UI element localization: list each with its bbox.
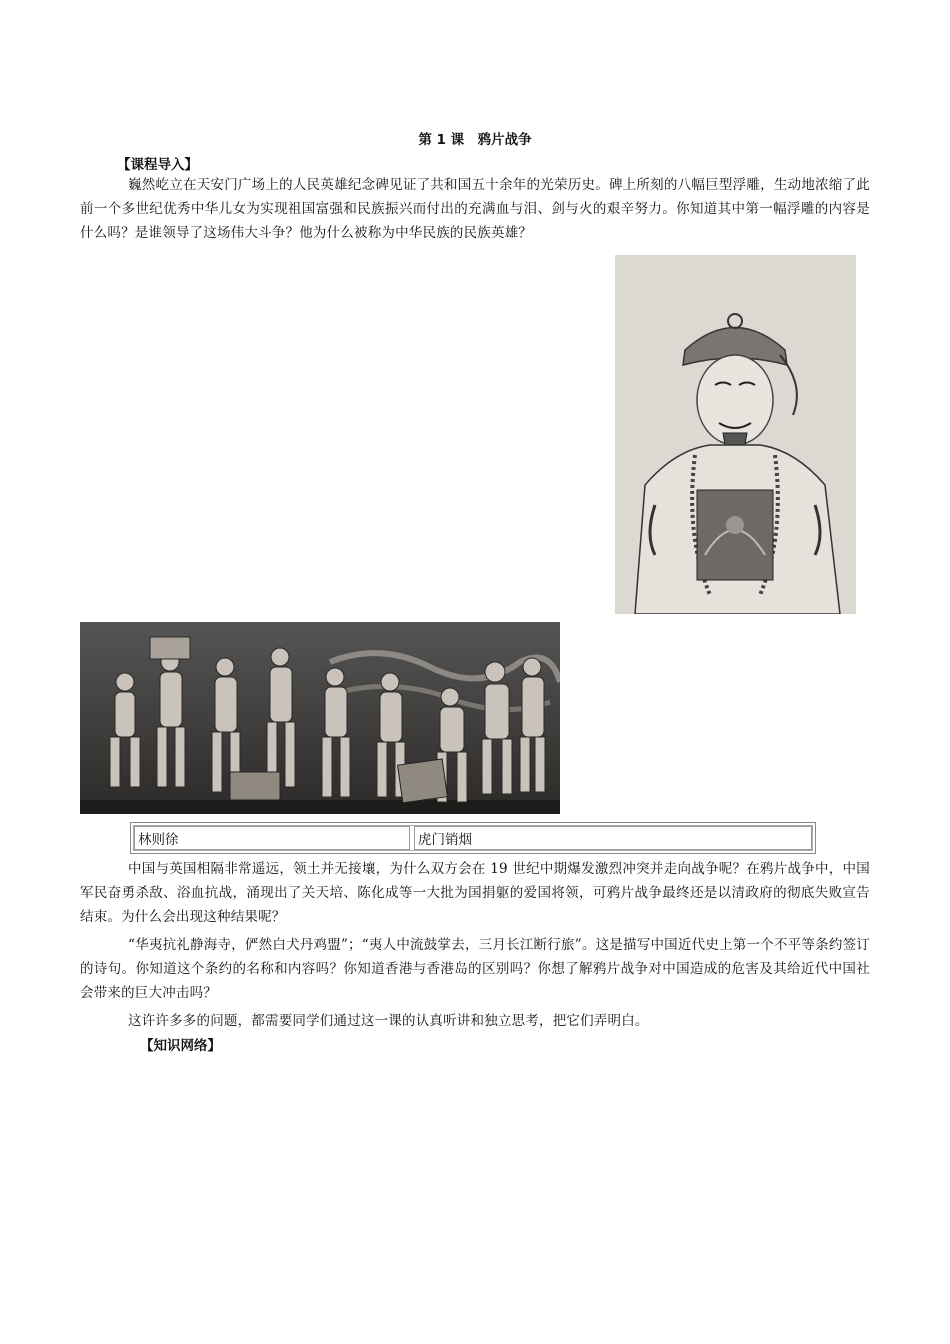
image-caption-table	[130, 822, 816, 854]
lesson-title: 第 1 课 鸦片战争	[418, 132, 532, 148]
humen-relief-image	[80, 622, 560, 814]
intro-paragraph-3: “华夷抗礼静海寺，俨然白犬丹鸡盟”；“夷人中流鼓掌去，三月长江断行旅”。这是描写中国近代史上第一个不平等条约签订的诗句。你知道这个条约的名称和内容吗？你知道香港与香港岛的区别吗？你想了解鸦片战争对中国造成的危害及其给近代中国社会带来的巨大冲击吗？	[80, 937, 870, 1001]
intro-paragraph-1: 巍然屹立在天安门广场上的人民英雄纪念碑见证了共和国五十余年的光荣历史。碑上所刻的八幅巨型浮雕，生动地浓缩了此前一个多世纪优秀中华儿女为实现祖国富强和民族振兴而付出的充满血与泪、剑与火的艰辛努力。你知道其中第一幅浮雕的内容是什么吗？是谁领导了这场伟大斗争？他为什么被称为中华民族的民族英雄？	[80, 177, 870, 241]
intro-paragraph-2: 中国与英国相隔非常遥远，领土并无接壤，为什么双方会在 19 世纪中期爆发激烈冲突并走向战争呢？在鸦片战争中，中国军民奋勇杀敌、浴血抗战，涌现出了关天培、陈化成等一大批为国捐躯的爱国将领，可鸦片战争最终还是以清政府的彻底失败宣告结束。为什么会出现这种结果呢？	[80, 861, 870, 925]
caption-humen-opium-destruction: 虎门销烟	[414, 826, 812, 850]
knowledge-network-heading: 【知识网络】	[140, 1038, 221, 1054]
intro-heading: 【课程导入】	[117, 157, 198, 173]
caption-lin-zexu: 林则徐	[134, 826, 410, 850]
intro-paragraph-4: 这许许多多的问题，都需要同学们通过这一课的认真听讲和独立思考，把它们弄明白。	[128, 1013, 649, 1029]
lin-zexu-portrait-image	[615, 255, 856, 614]
